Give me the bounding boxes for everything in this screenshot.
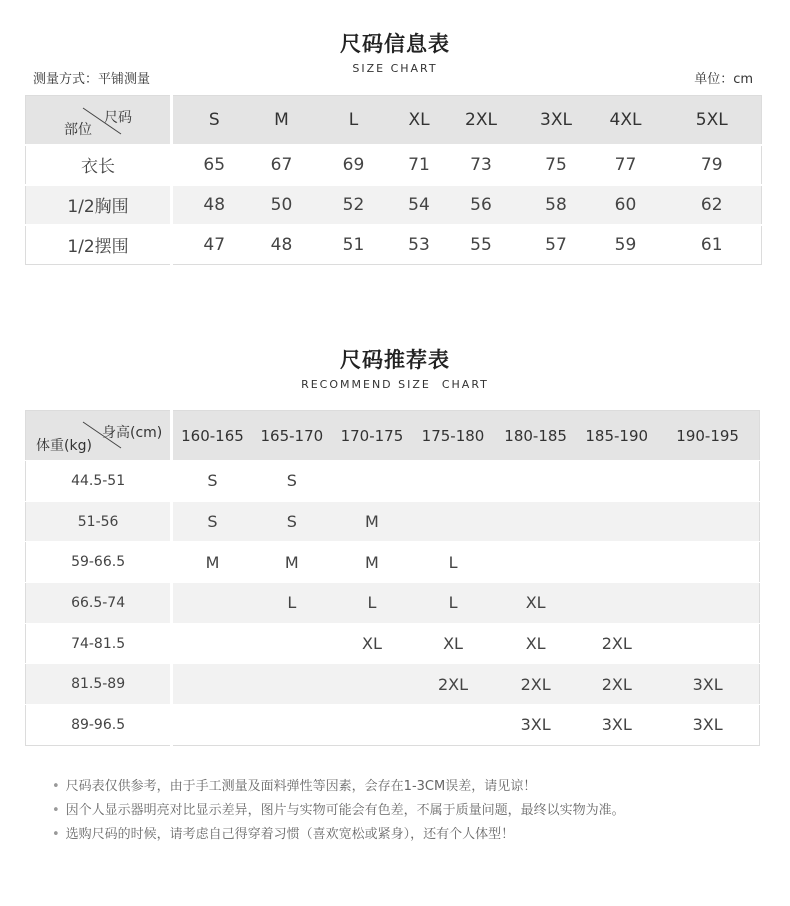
recommend-cell xyxy=(577,583,656,624)
measure-method: 测量方式：平铺测量 xyxy=(33,72,151,87)
size-cell: 52 xyxy=(308,185,400,225)
recommend-cell xyxy=(172,583,252,624)
recommend-cell: 3XL xyxy=(494,705,577,746)
size-cell: 48 xyxy=(256,225,308,265)
size-row-hem xyxy=(26,225,762,265)
size-cell: 56 xyxy=(439,185,524,225)
recommend-cell: XL xyxy=(412,623,494,664)
recommend-cell xyxy=(656,583,759,624)
weight-label: 44.5-51 xyxy=(26,461,172,502)
recommend-chart-subtitle: RECOMMEND SIZE CHART xyxy=(301,378,489,391)
size-table xyxy=(25,95,762,265)
note-item: • 因个人显示器明亮对比显示差异，图片与实物可能会有色差，不属于质量问题，最终以实物为准。 xyxy=(52,801,625,825)
recommend-cell: S xyxy=(172,501,252,542)
recommend-cell xyxy=(656,623,759,664)
corner-size-label: 尺码 xyxy=(104,110,132,126)
size-col-header: 5XL xyxy=(663,96,762,145)
recommend-cell xyxy=(494,501,577,542)
weight-label: 59-66.5 xyxy=(26,542,172,583)
recommend-row xyxy=(26,583,760,624)
recommend-cell xyxy=(252,623,332,664)
recommend-cell xyxy=(577,542,656,583)
height-col-header: 170-175 xyxy=(332,411,412,461)
recommend-cell: 2XL xyxy=(577,664,656,705)
size-cell: 77 xyxy=(589,145,663,185)
recommend-cell: L xyxy=(332,583,412,624)
height-col-header: 160-165 xyxy=(172,411,252,461)
recommend-cell: 3XL xyxy=(656,664,759,705)
size-col-header: 4XL xyxy=(589,96,663,145)
recommend-row xyxy=(26,501,760,542)
recommend-cell: 3XL xyxy=(577,705,656,746)
size-cell: 48 xyxy=(172,185,256,225)
corner-weight-label: 体重(kg) xyxy=(36,438,92,454)
size-cell: 61 xyxy=(663,225,762,265)
recommend-cell: M xyxy=(332,542,412,583)
recommend-row xyxy=(26,664,760,705)
recommend-cell xyxy=(412,705,494,746)
weight-label: 81.5-89 xyxy=(26,664,172,705)
size-cell: 79 xyxy=(663,145,762,185)
size-col-header: 2XL xyxy=(439,96,524,145)
recommend-cell: M xyxy=(252,542,332,583)
recommend-cell: S xyxy=(252,501,332,542)
size-chart-title: 尺码信息表 xyxy=(340,32,450,56)
size-col-header: XL xyxy=(400,96,439,145)
size-cell: 58 xyxy=(524,185,589,225)
recommend-row xyxy=(26,461,760,502)
size-cell: 59 xyxy=(589,225,663,265)
recommend-cell: L xyxy=(412,542,494,583)
corner-part-label: 部位 xyxy=(64,122,92,138)
size-cell: 75 xyxy=(524,145,589,185)
size-col-header: L xyxy=(308,96,400,145)
recommend-cell xyxy=(172,705,252,746)
recommend-cell: M xyxy=(332,501,412,542)
recommend-cell xyxy=(412,461,494,502)
row-label: 衣长 xyxy=(26,145,172,185)
size-chart-subtitle: SIZE CHART xyxy=(352,62,438,75)
recommend-cell xyxy=(412,501,494,542)
size-corner-cell xyxy=(26,96,172,145)
recommend-cell xyxy=(494,461,577,502)
recommend-cell: XL xyxy=(494,623,577,664)
recommend-cell xyxy=(172,664,252,705)
size-cell: 73 xyxy=(439,145,524,185)
weight-label: 51-56 xyxy=(26,501,172,542)
recommend-cell: L xyxy=(252,583,332,624)
notes-list xyxy=(52,777,625,849)
size-cell: 55 xyxy=(439,225,524,265)
size-cell: 57 xyxy=(524,225,589,265)
recommend-cell: S xyxy=(172,461,252,502)
recommend-chart-header xyxy=(0,344,790,391)
recommend-cell: 3XL xyxy=(656,705,759,746)
recommend-cell xyxy=(252,705,332,746)
size-cell: 51 xyxy=(308,225,400,265)
recommend-cell: 2XL xyxy=(577,623,656,664)
recommend-cell xyxy=(577,501,656,542)
recommend-cell: M xyxy=(172,542,252,583)
size-cell: 67 xyxy=(256,145,308,185)
corner-diagonal-line xyxy=(26,96,169,145)
size-col-header: M xyxy=(256,96,308,145)
recommend-cell: 2XL xyxy=(494,664,577,705)
size-cell: 62 xyxy=(663,185,762,225)
recommend-cell: XL xyxy=(494,583,577,624)
recommend-cell xyxy=(252,664,332,705)
weight-label: 66.5-74 xyxy=(26,583,172,624)
weight-label: 74-81.5 xyxy=(26,623,172,664)
size-cell: 60 xyxy=(589,185,663,225)
note-item: • 尺码表仅供参考，由于手工测量及面料弹性等因素，会存在1-3CM误差，请见谅！ xyxy=(52,777,625,801)
size-cell: 47 xyxy=(172,225,256,265)
recommend-cell xyxy=(332,461,412,502)
recommend-cell xyxy=(656,542,759,583)
recommend-header-row xyxy=(26,411,760,461)
size-cell: 53 xyxy=(400,225,439,265)
recommend-table xyxy=(25,410,760,746)
size-cell: 50 xyxy=(256,185,308,225)
recommend-cell xyxy=(332,705,412,746)
height-col-header: 175-180 xyxy=(412,411,494,461)
size-col-header: S xyxy=(172,96,256,145)
recommend-row xyxy=(26,542,760,583)
row-label: 1/2摆围 xyxy=(26,225,172,265)
size-cell: 71 xyxy=(400,145,439,185)
recommend-row xyxy=(26,705,760,746)
recommend-cell xyxy=(656,461,759,502)
height-col-header: 190-195 xyxy=(656,411,759,461)
recommend-cell xyxy=(577,461,656,502)
weight-label: 89-96.5 xyxy=(26,705,172,746)
unit-label: 单位：cm xyxy=(694,72,753,87)
recommend-cell xyxy=(332,664,412,705)
recommend-row xyxy=(26,623,760,664)
size-row-length xyxy=(26,145,762,185)
size-col-header: 3XL xyxy=(524,96,589,145)
recommend-cell: XL xyxy=(332,623,412,664)
size-cell: 65 xyxy=(172,145,256,185)
note-item: • 选购尺码的时候，请考虑自己得穿着习惯（喜欢宽松或紧身），还有个人体型！ xyxy=(52,825,625,849)
row-label: 1/2胸围 xyxy=(26,185,172,225)
recommend-chart-title: 尺码推荐表 xyxy=(340,348,450,372)
size-cell: 69 xyxy=(308,145,400,185)
recommend-cell: L xyxy=(412,583,494,624)
recommend-cell xyxy=(656,501,759,542)
recommend-cell: 2XL xyxy=(412,664,494,705)
height-col-header: 180-185 xyxy=(494,411,577,461)
size-cell: 54 xyxy=(400,185,439,225)
size-row-chest xyxy=(26,185,762,225)
height-col-header: 165-170 xyxy=(252,411,332,461)
corner-height-label: 身高(cm) xyxy=(102,425,163,441)
size-header-row xyxy=(26,96,762,145)
recommend-cell xyxy=(172,623,252,664)
recommend-corner-cell xyxy=(26,411,172,461)
height-col-header: 185-190 xyxy=(577,411,656,461)
recommend-cell: S xyxy=(252,461,332,502)
recommend-cell xyxy=(494,542,577,583)
